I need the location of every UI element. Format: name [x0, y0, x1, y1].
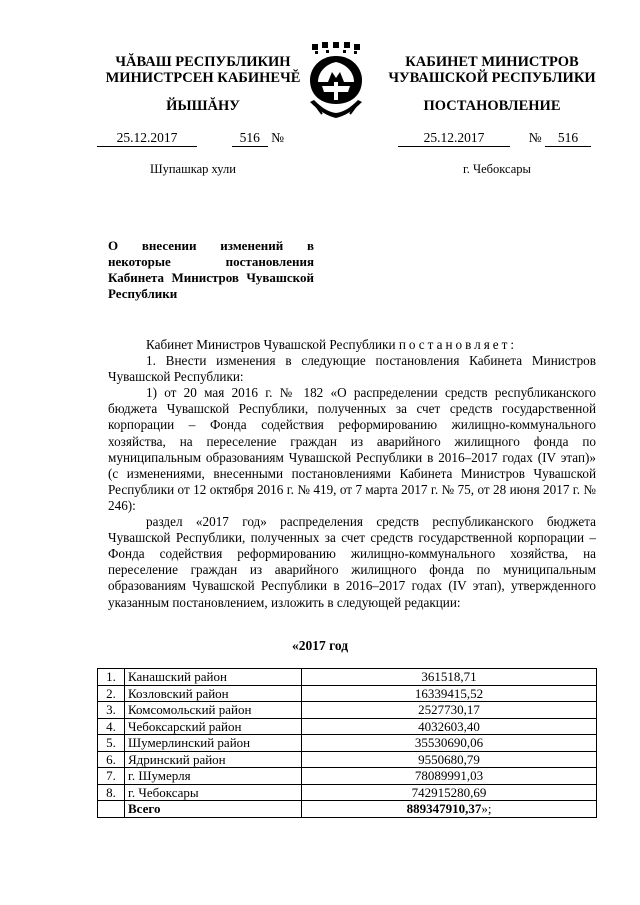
table-total-row	[98, 801, 597, 818]
table-row	[98, 784, 597, 801]
total-value-cell	[302, 801, 597, 818]
right-number: 516	[545, 130, 591, 147]
right-date: 25.12.2017	[398, 130, 510, 147]
paragraph-3: 1) от 20 мая 2016 г. № 182 «О распределении средств республиканского бюджета Чувашской Республики, полученных за счет средств государственной корпорации – Фонда содействия реформированию жилищно-коммунального хозяйства, на переселение граждан из аварийного жилищного фонда по муниципальным образованиям Чувашской Республики в 2016–2017 годах (IV этап)» (с изменениями, внесенными постановлениями Кабинета Министров Чувашской Республики от 12 октября 2016 г. № 419, от 7 марта 2017 г. № 75, от 28 июня 2017 г. № 246):	[108, 385, 596, 513]
row-value: 361518,71	[302, 669, 597, 686]
row-value: 9550680,79	[302, 751, 597, 768]
row-number: 2.	[98, 685, 125, 702]
paragraph-2: 1. Внести изменения в следующие постановления Кабинета Министров Чувашской Республики:	[108, 353, 596, 385]
total-value: 889347910,37	[406, 801, 482, 817]
paragraph-1-end: :	[510, 337, 515, 352]
table-row	[98, 751, 597, 768]
row-value: 78089991,03	[302, 768, 597, 785]
row-number: 5.	[98, 735, 125, 752]
right-city: г. Чебоксары	[463, 162, 531, 176]
row-value: 2527730,17	[302, 702, 597, 719]
right-number-sign: №	[528, 130, 542, 145]
right-org-line1: КАБИНЕТ МИНИСТРОВ	[405, 54, 579, 70]
left-city: Шупашкар хули	[150, 162, 236, 176]
row-number: 8.	[98, 784, 125, 801]
row-value: 4032603,40	[302, 718, 597, 735]
row-number: 7.	[98, 768, 125, 785]
row-name: Шумерлинский район	[125, 735, 302, 752]
table-row	[98, 735, 597, 752]
distribution-table	[97, 668, 597, 818]
right-date-line	[398, 130, 591, 147]
left-date-line	[97, 130, 284, 147]
left-number-sign: №	[271, 130, 285, 145]
row-number: 3.	[98, 702, 125, 719]
table-row	[98, 702, 597, 719]
document-subject: О внесении изменений в некоторые постановления Кабинета Министров Чувашской Республики	[108, 238, 314, 301]
right-org-line2: ЧУВАШСКОЙ РЕСПУБЛИКИ	[388, 70, 596, 86]
table-row	[98, 669, 597, 686]
row-number: 1.	[98, 669, 125, 686]
paragraph-1	[108, 337, 596, 353]
table-row	[98, 685, 597, 702]
row-name: Комсомольский район	[125, 702, 302, 719]
left-number: 516	[232, 130, 268, 147]
chuvash-emblem-icon	[302, 42, 370, 120]
left-org-line2: МИНИСТРСЕН КАБИНЕЧĔ	[105, 70, 301, 86]
row-name: Канашский район	[125, 669, 302, 686]
left-date: 25.12.2017	[97, 130, 197, 147]
paragraph-1-spaced: постановляет	[398, 337, 511, 352]
left-org-name	[78, 54, 328, 86]
row-value: 742915280,69	[302, 784, 597, 801]
row-name: г. Чебоксары	[125, 784, 302, 801]
paragraph-1-start: Кабинет Министров Чувашской Республики	[146, 337, 399, 352]
table-row	[98, 768, 597, 785]
left-org-line1: ЧĂВАШ РЕСПУБЛИКИН	[115, 54, 291, 70]
row-name: г. Шумерля	[125, 768, 302, 785]
right-org-name	[367, 54, 617, 86]
document-body	[108, 337, 596, 611]
row-value: 35530690,06	[302, 735, 597, 752]
total-label: Всего	[125, 801, 302, 818]
row-value: 16339415,52	[302, 685, 597, 702]
left-doc-type: ЙЫШĂНУ	[166, 98, 240, 114]
right-doc-type: ПОСТАНОВЛЕНИЕ	[423, 98, 561, 114]
row-name: Ядринский район	[125, 751, 302, 768]
total-tail: »;	[481, 801, 492, 817]
row-name: Козловский район	[125, 685, 302, 702]
row-name: Чебоксарский район	[125, 718, 302, 735]
row-number: 6.	[98, 751, 125, 768]
section-title: «2017 год	[291, 638, 349, 653]
paragraph-4: раздел «2017 год» распределения средств республиканского бюджета Чувашской Республики, полученных за счет средств государственной корпорации – Фонда содействия реформированию жилищно-коммунального хозяйства, на переселение граждан из аварийного жилищного фонда по муниципальным образованиям Чувашской Республики в 2016–2017 годах (IV этап), утвержденного указанным постановлением, изложить в следующей редакции:	[108, 514, 596, 610]
total-number-cell	[98, 801, 125, 818]
row-number: 4.	[98, 718, 125, 735]
table-row	[98, 718, 597, 735]
